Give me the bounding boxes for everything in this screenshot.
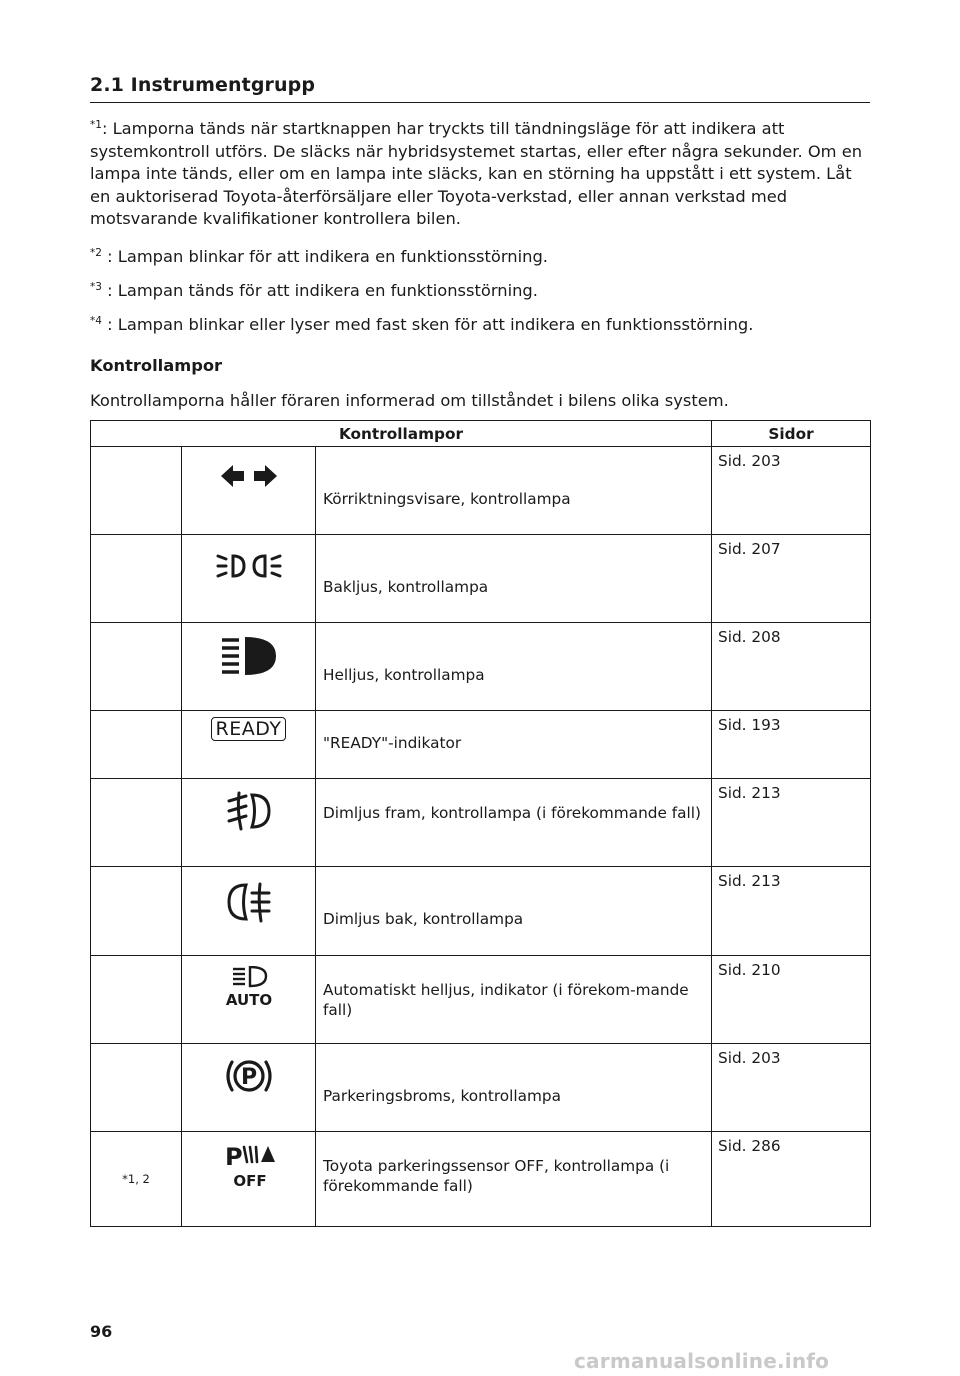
parking-brake-icon bbox=[223, 1054, 275, 1098]
tail-lights-icon bbox=[216, 551, 282, 581]
off-label: OFF bbox=[232, 1172, 267, 1188]
row-note bbox=[91, 447, 182, 535]
row-note bbox=[91, 956, 182, 1044]
footnote-4 bbox=[90, 314, 870, 337]
title-rule bbox=[90, 102, 870, 103]
footnote-mark: *1 bbox=[90, 119, 102, 131]
table-row bbox=[91, 956, 871, 1044]
rear-fog-light-icon bbox=[226, 881, 272, 923]
row-note bbox=[91, 867, 182, 956]
row-note bbox=[91, 623, 182, 711]
row-note bbox=[91, 535, 182, 623]
row-description: Bakljus, kontrollampa bbox=[316, 535, 712, 623]
row-page: Sid. 208 bbox=[712, 623, 871, 711]
table-row bbox=[91, 447, 871, 535]
intro-text: Kontrollamporna håller föraren informerad om tillståndet i bilens olika system. bbox=[90, 391, 729, 410]
table-row bbox=[91, 711, 871, 779]
table-row bbox=[91, 623, 871, 711]
auto-label: AUTO bbox=[225, 991, 272, 1008]
subheading: Kontrollampor bbox=[90, 356, 223, 375]
auto-high-beam-icon bbox=[223, 966, 275, 1008]
row-note bbox=[91, 779, 182, 867]
row-page: Sid. 286 bbox=[712, 1132, 871, 1227]
ready-indicator-icon: READY bbox=[211, 717, 287, 741]
row-note bbox=[91, 1044, 182, 1132]
row-description: Helljus, kontrollampa bbox=[316, 623, 712, 711]
row-description: Dimljus fram, kontrollampa (i förekommande fall) bbox=[316, 779, 712, 867]
row-description: Parkeringsbroms, kontrollampa bbox=[316, 1044, 712, 1132]
turn-signal-arrows-icon bbox=[220, 463, 278, 489]
table-row bbox=[91, 779, 871, 867]
footnote-mark: *2 bbox=[90, 247, 102, 259]
footnote-text: : Lampan tänds för att indikera en funktionsstörning. bbox=[101, 281, 538, 300]
section-title: 2.1 Instrumentgrupp bbox=[90, 74, 316, 96]
front-fog-light-icon bbox=[226, 791, 272, 831]
header-pages: Sidor bbox=[712, 421, 871, 447]
footnote-mark: *3 bbox=[90, 281, 102, 293]
row-description: Automatiskt helljus, indikator (i förekom-mande fall) bbox=[316, 956, 712, 1044]
footnote-3 bbox=[90, 280, 870, 303]
table-row bbox=[91, 535, 871, 623]
row-description: "READY"-indikator bbox=[316, 711, 712, 779]
parking-brake-letter: P bbox=[240, 1065, 257, 1090]
row-page: Sid. 210 bbox=[712, 956, 871, 1044]
table-row bbox=[91, 1044, 871, 1132]
footnote-2 bbox=[90, 246, 870, 269]
footnote-1 bbox=[90, 118, 870, 231]
high-beam-icon bbox=[220, 635, 278, 677]
footnote-text: : Lampan blinkar eller lyser med fast sken för att indikera en funktionsstörning. bbox=[101, 315, 754, 334]
row-page: Sid. 213 bbox=[712, 779, 871, 867]
row-page: Sid. 203 bbox=[712, 447, 871, 535]
watermark: carmanualsonline.info bbox=[574, 1349, 830, 1373]
row-description: Toyota parkeringssensor OFF, kontrollampa (i förekommande fall) bbox=[316, 1132, 712, 1227]
footnote-mark: *4 bbox=[90, 315, 102, 327]
row-note: *1, 2 bbox=[91, 1132, 182, 1227]
table-row bbox=[91, 867, 871, 956]
sensor-letter: P bbox=[224, 1143, 243, 1171]
page-number: 96 bbox=[90, 1322, 113, 1341]
footnote-text: : Lamporna tänds när startknappen har tryckts till tändningsläge för att indikera att systemkontroll utförs. De släcks när hybridsystemet startas, eller efter några sekunder. Om en lampa inte tänds, eller om en lampa inte släcks, kan en störning ha uppstått i ett system. Låt en auktoriserad Toyota-återförsäljare eller Toyota-verkstad, eller annan verkstad med motsvarande kvalifikationer kontrollera bilen. bbox=[90, 119, 863, 228]
row-page: Sid. 213 bbox=[712, 867, 871, 956]
row-page: Sid. 207 bbox=[712, 535, 871, 623]
table-row bbox=[91, 1132, 871, 1227]
row-description: Körriktningsvisare, kontrollampa bbox=[316, 447, 712, 535]
row-page: Sid. 193 bbox=[712, 711, 871, 779]
indicator-table bbox=[90, 420, 871, 1227]
row-description: Dimljus bak, kontrollampa bbox=[316, 867, 712, 956]
row-note bbox=[91, 711, 182, 779]
table-header-row bbox=[91, 421, 871, 447]
row-page: Sid. 203 bbox=[712, 1044, 871, 1132]
header-lamps: Kontrollampor bbox=[91, 421, 712, 447]
footnote-text: : Lampan blinkar för att indikera en funktionsstörning. bbox=[101, 247, 548, 266]
parking-sensor-off-icon bbox=[221, 1142, 277, 1188]
